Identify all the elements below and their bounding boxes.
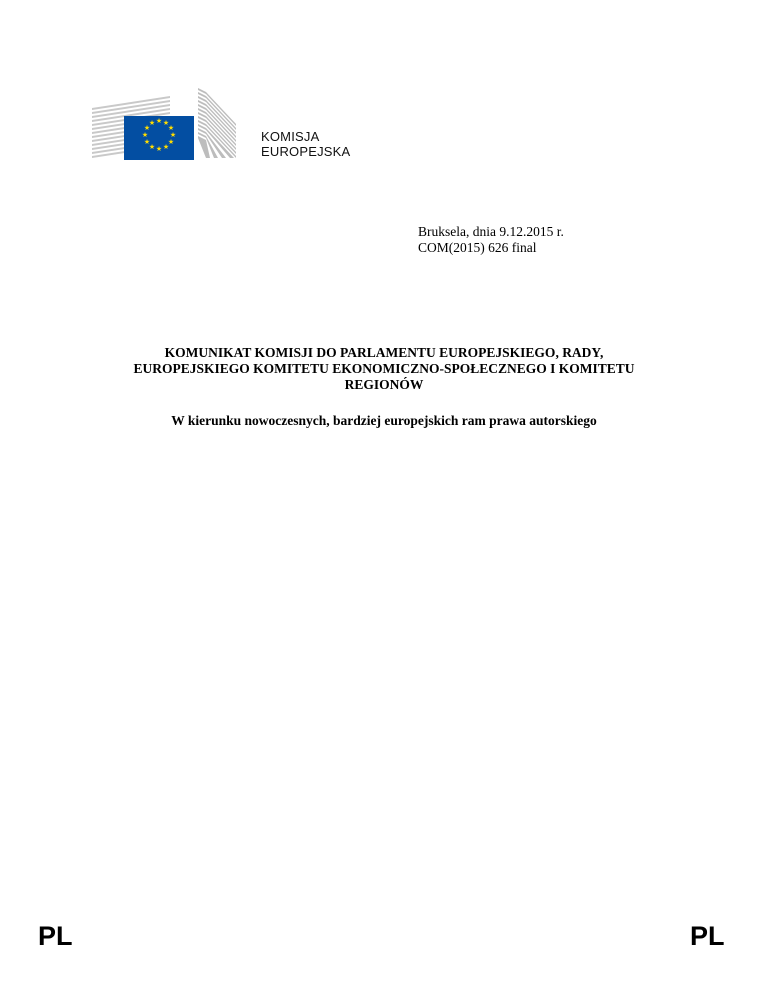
svg-text:★: ★: [155, 117, 163, 125]
logo-text-line2: EUROPEJSKA: [261, 144, 351, 159]
document-title: [70, 345, 698, 393]
svg-text:★: ★: [167, 138, 175, 146]
svg-text:★: ★: [155, 145, 163, 153]
svg-text:★: ★: [143, 138, 151, 146]
european-commission-logo: [90, 86, 370, 166]
title-line: KOMUNIKAT KOMISJI DO PARLAMENTU EUROPEJSKIEGO, RADY,: [164, 345, 604, 360]
berlaymont-building-icon: [90, 86, 260, 162]
place-date: Bruksela, dnia 9.12.2015 r.: [418, 224, 564, 239]
svg-text:★: ★: [162, 119, 170, 127]
svg-text:★: ★: [143, 124, 151, 132]
title-line: EUROPEJSKIEGO KOMITETU EKONOMICZNO-SPOŁECZNEGO I KOMITETU: [133, 361, 635, 376]
reference-block: [418, 224, 564, 256]
svg-text:★: ★: [148, 119, 156, 127]
language-code-left: PL: [38, 921, 73, 951]
svg-text:★: ★: [141, 131, 149, 139]
svg-text:★: ★: [162, 143, 170, 151]
title-line: REGIONÓW: [344, 377, 424, 392]
svg-text:★: ★: [169, 131, 177, 139]
language-code-right: PL: [690, 921, 725, 951]
logo-text-line1: KOMISJA: [261, 129, 320, 144]
document-subtitle: W kierunku nowoczesnych, bardziej europejskich ram prawa autorskiego: [171, 413, 597, 428]
document-number: COM(2015) 626 final: [418, 240, 537, 255]
logo-wordmark: [261, 129, 350, 159]
svg-text:★: ★: [148, 143, 156, 151]
svg-text:★: ★: [167, 124, 175, 132]
